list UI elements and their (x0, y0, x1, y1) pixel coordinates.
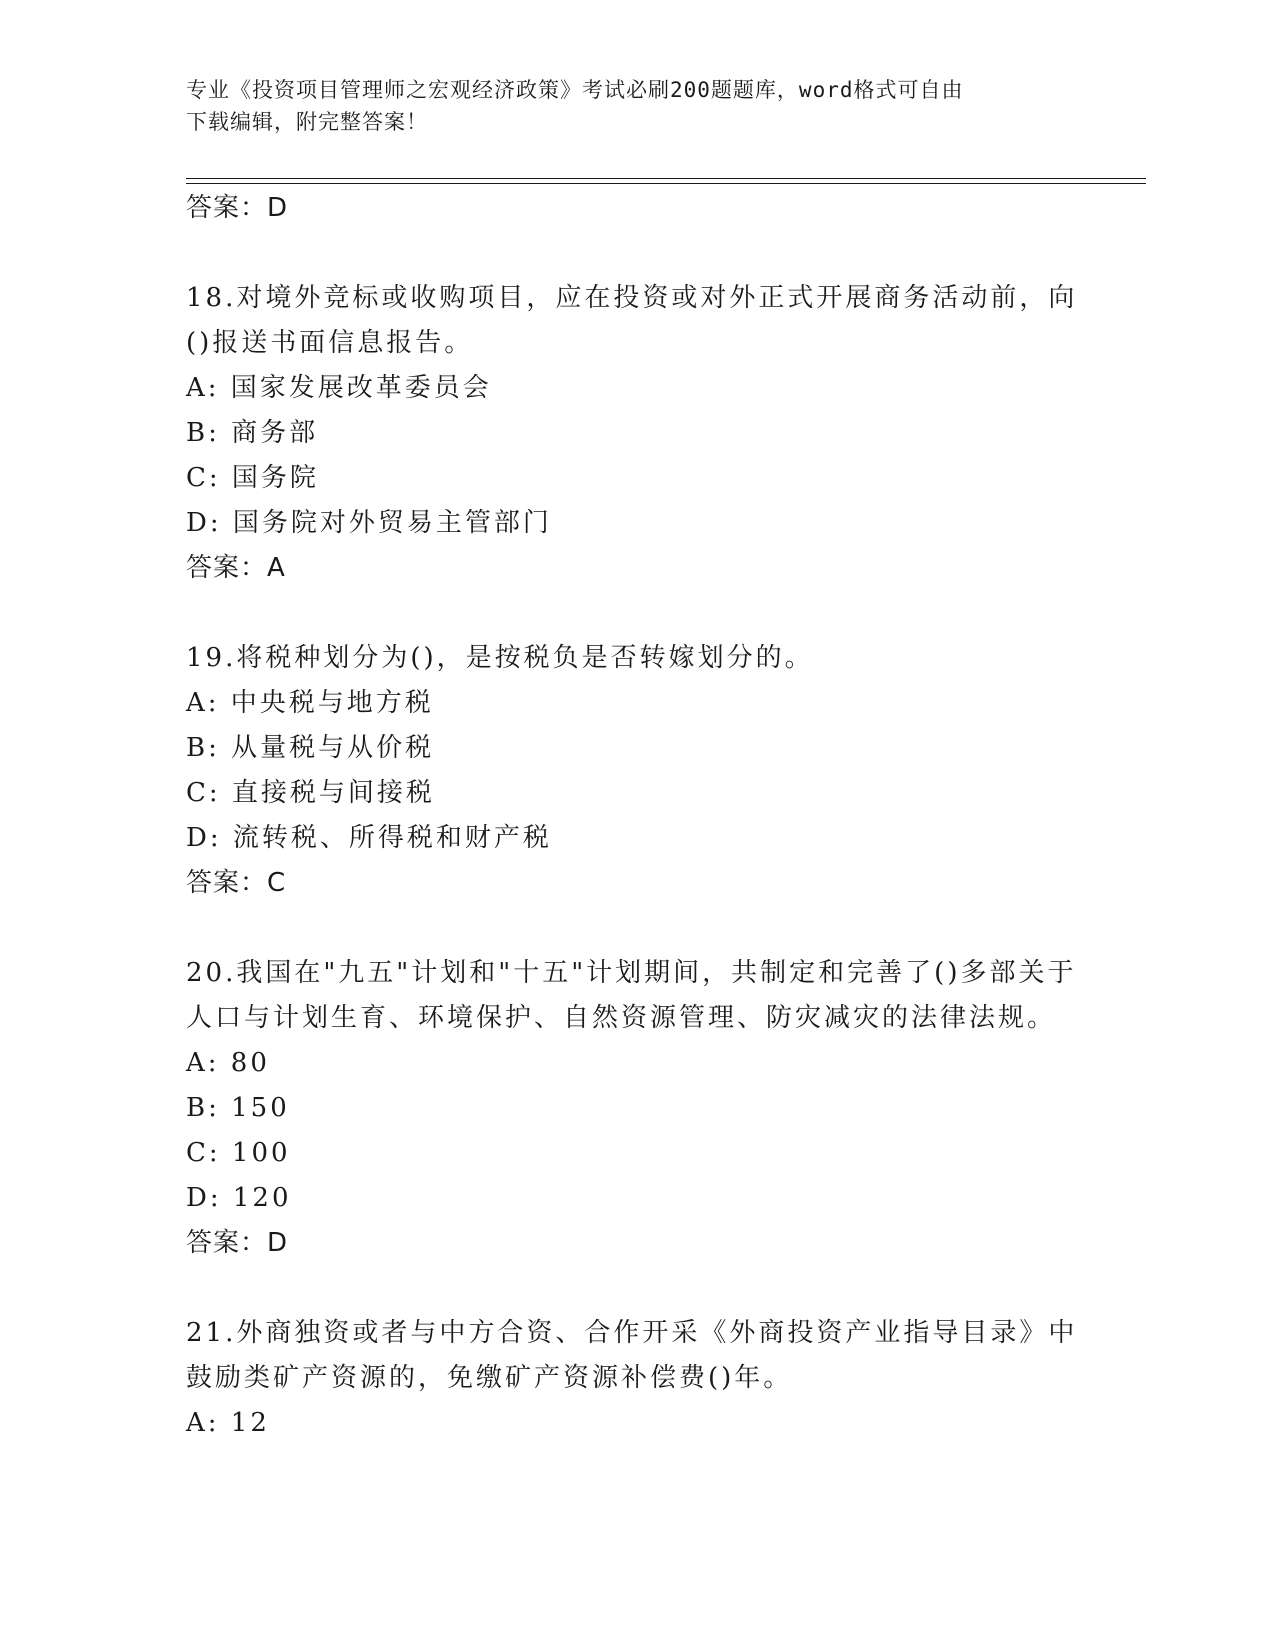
header-line-2: 下载编辑，附完整答案！ (186, 110, 428, 134)
option-c: C: 直接税与间接税 (186, 778, 435, 808)
question-text-line: 20.我国在"九五"计划和"十五"计划期间，共制定和完善了()多部关于 (186, 958, 1077, 988)
option-a: A: 中央税与地方税 (186, 688, 434, 718)
option-b: B: 商务部 (186, 418, 319, 448)
header-rule-top (186, 178, 1146, 179)
option-a: A: 国家发展改革委员会 (186, 373, 492, 403)
question-text-line: 19.将税种划分为()，是按税负是否转嫁划分的。 (186, 643, 814, 673)
question-text-line: 鼓励类矿产资源的，免缴矿产资源补偿费()年。 (186, 1363, 793, 1393)
question-19 (186, 636, 1086, 905)
header-line-1: 专业《投资项目管理师之宏观经济政策》考试必刷200题题库，word格式可自由 (186, 78, 964, 102)
answer-line: 答案：A (186, 553, 286, 583)
header-rule-bottom (186, 183, 1146, 184)
question-list (186, 186, 1086, 1446)
question-text-line: 21.外商独资或者与中方合资、合作开采《外商投资产业指导目录》中 (186, 1318, 1078, 1348)
question-18 (186, 276, 1086, 590)
option-a: A: 80 (186, 1048, 270, 1078)
question-text-line: 18.对境外竞标或收购项目，应在投资或对外正式开展商务活动前，向 (186, 283, 1078, 313)
answer-line: 答案：C (186, 868, 287, 898)
option-c: C: 100 (186, 1138, 291, 1168)
answer-line: 答案：D (186, 1228, 289, 1258)
option-b: B: 从量税与从价税 (186, 733, 435, 763)
answer-line: 答案：D (186, 193, 289, 223)
option-d: D: 流转税、所得税和财产税 (186, 823, 552, 853)
document-header (186, 74, 1066, 138)
option-d: D: 国务院对外贸易主管部门 (186, 508, 552, 538)
question-text-line: 人口与计划生育、环境保护、自然资源管理、防灾减灾的法律法规。 (186, 1003, 1057, 1033)
question-text-line: ()报送书面信息报告。 (186, 328, 474, 358)
question-21 (186, 1311, 1086, 1446)
option-c: C: 国务院 (186, 463, 319, 493)
option-b: B: 150 (186, 1093, 290, 1123)
option-a: A: 12 (186, 1408, 270, 1438)
question-20 (186, 951, 1086, 1265)
option-d: D: 120 (186, 1183, 292, 1213)
